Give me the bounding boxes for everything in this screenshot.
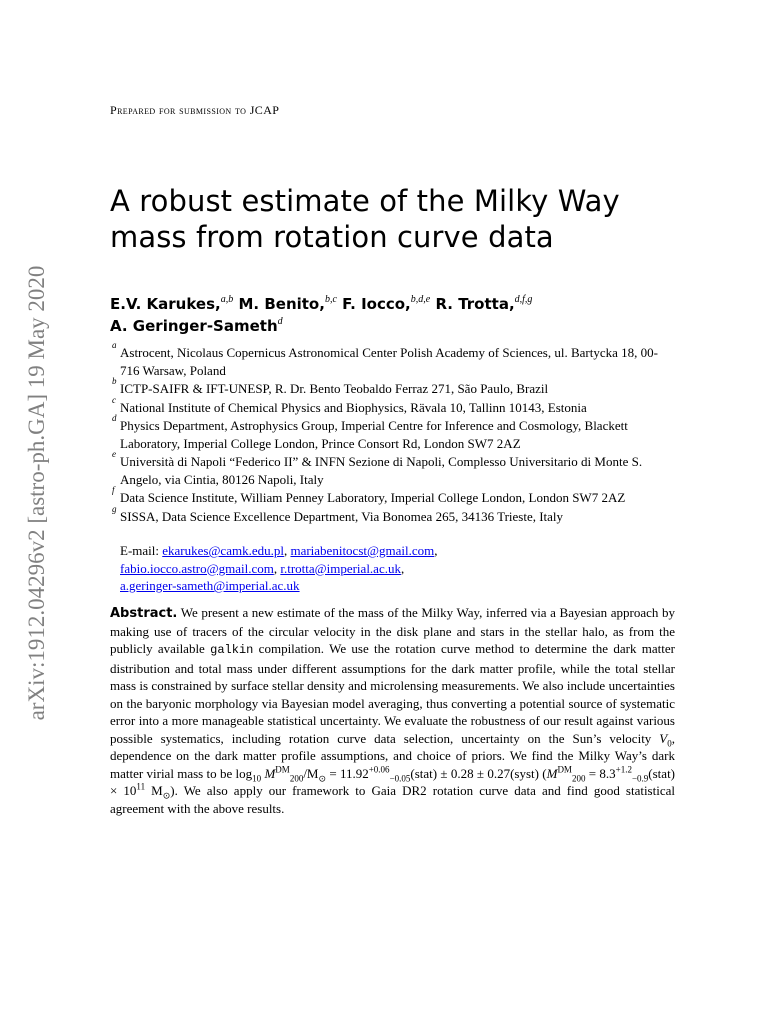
author-list	[110, 293, 690, 337]
paper-title	[110, 183, 710, 255]
email-link[interactable]: mariabenitocst@gmail.com	[290, 543, 435, 558]
author-affiliation-marks: d	[277, 316, 283, 327]
abstract-text: ). We also apply our framework to Gaia DR2 rotation curve data and find good statistical agreement with the above results.	[110, 783, 675, 816]
affiliation-item	[110, 449, 675, 488]
prepared-for-submission: Prepared for submission to JCAP	[110, 103, 280, 117]
arxiv-identifier: arXiv:1912.04296v2 [astro-ph.GA] 19 May 2020	[24, 265, 49, 721]
galkin-code: galkin	[210, 643, 254, 657]
author-affiliation-marks: b,d,e	[410, 294, 431, 305]
mass-subscript: 200	[571, 773, 586, 784]
affiliation-item	[110, 394, 675, 417]
abstract-text: = 11.92	[326, 765, 369, 781]
author-name: E.V. Karukes,	[110, 295, 221, 313]
abstract-text: = 8.3	[585, 765, 616, 781]
abstract-text: /M	[303, 765, 319, 781]
mass-superscript: DM	[275, 764, 290, 775]
affiliation-mark: b	[112, 376, 117, 386]
author-affiliation-marks: b,c	[324, 294, 337, 305]
abstract-text: M	[145, 783, 163, 798]
mass-superscript: DM	[557, 764, 572, 775]
sun-symbol: ⊙	[318, 773, 327, 784]
abstract-text: (stat) ± 0.28 ± 0.27(syst) (	[410, 765, 547, 781]
v0-subscript: 0	[667, 738, 672, 749]
abstract-text: , dependence on the dark matter profile assumptions, and choice of priors. We find the Milky Way’s dark matter virial mass to be log	[110, 730, 675, 781]
affiliation-mark: f	[112, 485, 115, 495]
author-affiliation-marks: d,f,g	[514, 294, 533, 305]
error-upper: +0.06	[368, 764, 390, 775]
sun-symbol: ⊙	[162, 790, 171, 801]
arxiv-sidebar	[16, 265, 58, 721]
author-name: R. Trotta,	[435, 295, 515, 313]
author-affiliation-marks: a,b	[220, 294, 234, 305]
affiliation-mark: g	[112, 503, 117, 514]
abstract	[110, 604, 675, 817]
affiliation-text: National Institute of Chemical Physics and Biophysics, Rävala 10, Tallinn 10143, Estonia	[120, 399, 587, 415]
error-upper: +1.2	[615, 764, 632, 775]
abstract-label: Abstract.	[110, 606, 178, 621]
author-name: F. Iocco,	[342, 295, 411, 313]
mass-symbol: M	[546, 765, 558, 781]
author-name: A. Geringer-Sameth	[110, 317, 278, 335]
affiliation-mark: e	[112, 449, 116, 459]
email-link[interactable]: fabio.iocco.astro@gmail.com	[120, 560, 274, 576]
affiliation-item	[110, 376, 675, 398]
abstract-text: We present a new estimate of the mass of the Milky Way, inferred via a Bayesian approach by making use of tracers of the circular velocity in the disk plane and stars in the stellar halo, as from the publicly available	[110, 605, 675, 656]
affiliation-mark: c	[112, 394, 116, 405]
affiliation-text: Data Science Institute, William Penney Laboratory, Imperial College London, London SW7 2AZ	[120, 490, 626, 505]
title-line-1: A robust estimate of the Milky Way	[110, 184, 620, 218]
v0-symbol: V	[659, 730, 668, 746]
affiliation-text: Astrocent, Nicolaus Copernicus Astronomical Center Polish Academy of Sciences, ul. Bartycka 18, 00-716 Warsaw, Poland	[120, 345, 658, 378]
exponent: 11	[136, 781, 146, 792]
error-lower: −0.05	[389, 773, 411, 784]
title-line-2: mass from rotation curve data	[110, 220, 554, 254]
email-label: E-mail:	[120, 543, 159, 558]
affiliation-item	[110, 340, 675, 379]
affiliation-list	[110, 340, 675, 526]
email-link[interactable]: a.geringer-sameth@imperial.ac.uk	[120, 578, 300, 593]
email-link[interactable]: ekarukes@camk.edu.pl	[162, 543, 284, 558]
affiliation-item	[110, 485, 675, 507]
affiliation-text: SISSA, Data Science Excellence Department, Via Bonomea 265, 34136 Trieste, Italy	[120, 508, 564, 524]
affiliation-mark: d	[112, 413, 117, 423]
mass-subscript: 200	[289, 773, 304, 784]
affiliation-item	[110, 413, 675, 452]
affiliation-item	[110, 503, 675, 526]
affiliation-text: ICTP-SAIFR & IFT-UNESP, R. Dr. Bento Teobaldo Ferraz 271, São Paulo, Brazil	[120, 381, 549, 396]
affiliation-mark: a	[112, 340, 117, 350]
error-lower: −0.9	[631, 773, 649, 784]
log-base: 10	[252, 773, 262, 784]
email-link[interactable]: r.trotta@imperial.ac.uk	[280, 560, 401, 576]
mass-symbol: M	[264, 765, 276, 781]
email-block: E-mail: ekarukes@camk.edu.pl, mariabenitocst@gmail.com, fabio.iocco.astro@gmail.com, r.trotta@imperial.ac.uk, a.geringer-sameth@imperial.ac.uk	[120, 543, 438, 593]
affiliation-text: Physics Department, Astrophysics Group, Imperial Centre for Inference and Cosmology, Blackett Laboratory, Imperial College London, Prince Consort Rd, London SW7 2AZ	[120, 418, 628, 451]
abstract-text: compilation. We use the rotation curve method to determine the dark matter distribution and total mass under different assumptions for the dark matter profile, while the total stellar mass is constrained by surface stellar density and microlensing measurements. We also include uncertainties on the baryonic morphology via Bayesian model averaging, thus converting a potential source of systematic error into a more manageable statistical uncertainty. We evaluate the robustness of our result against various possible systematics, including rotation curve data selection, uncertainty on the Sun’s velocity	[110, 641, 675, 746]
abstract-text: (stat) × 10	[110, 765, 676, 798]
author-name: M. Benito,	[238, 295, 325, 313]
affiliation-text: Università di Napoli “Federico II” & INFN Sezione di Napoli, Complesso Universitario di Monte S. Angelo, via Cintia, 80126 Napoli, Italy	[120, 454, 643, 487]
